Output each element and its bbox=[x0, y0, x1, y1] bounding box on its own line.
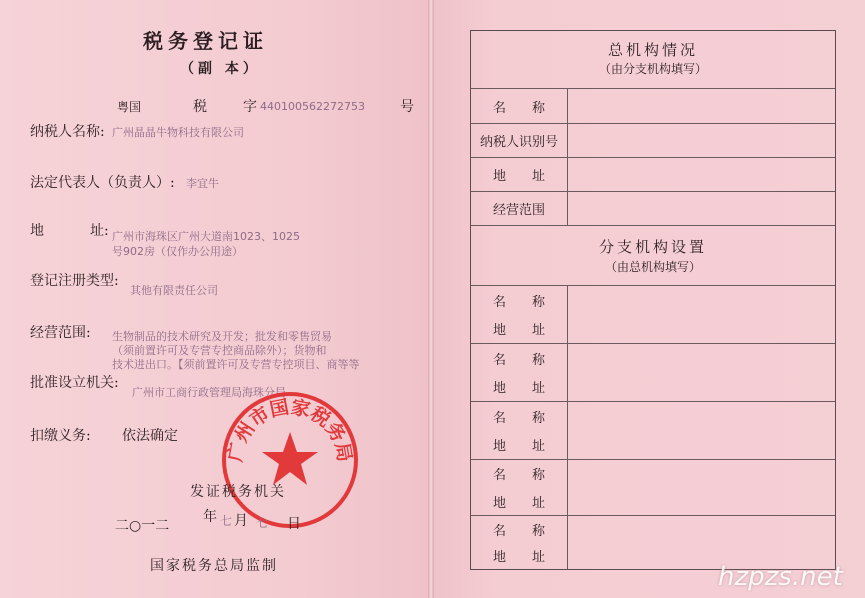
branch-title: 分支机构设置 bbox=[598, 238, 707, 256]
branch-name-label: 名 称 bbox=[492, 410, 545, 426]
hq-row-name bbox=[471, 88, 835, 123]
label-pair bbox=[493, 344, 545, 401]
branch-row-labels bbox=[471, 344, 568, 401]
address-value-1: 广州市海珠区广州大道南1023、1025 bbox=[112, 230, 300, 243]
branch-addr-label: 地 址 bbox=[492, 381, 545, 397]
page-fold bbox=[428, 0, 434, 598]
duty-label: 扣缴义务: bbox=[30, 428, 91, 444]
scope-value-2: （须前置许可及专营专控商品除外）；货物和 bbox=[112, 344, 327, 357]
branch-row bbox=[471, 343, 835, 401]
branch-row-labels bbox=[471, 286, 568, 343]
rep-value: 李宜牛 bbox=[186, 177, 219, 190]
approver-value: 广州市工商行政管理局海珠分局 bbox=[132, 386, 286, 399]
label-pair bbox=[493, 286, 545, 343]
tax-number: 440100562272753 bbox=[260, 100, 365, 113]
reg-type-label: 登记注册类型: bbox=[30, 273, 119, 289]
number-prefix: 粤国 bbox=[117, 100, 142, 114]
document-subtitle: （副 本） bbox=[180, 61, 261, 77]
hq-row-taxid bbox=[471, 123, 835, 157]
branch-addr-label: 地 址 bbox=[492, 439, 545, 455]
date-day: 七 bbox=[256, 516, 269, 530]
hq-row-scope bbox=[471, 191, 835, 225]
branch-section-header bbox=[471, 225, 835, 285]
reg-type-value: 其他有限责任公司 bbox=[130, 284, 218, 297]
branch-row bbox=[471, 285, 835, 343]
branch-addr-label: 地 址 bbox=[492, 550, 545, 566]
branch-addr-label: 地 址 bbox=[492, 323, 545, 339]
taxpayer-label: 纳税人名称: bbox=[30, 124, 105, 140]
approver-label: 批准设立机关: bbox=[30, 375, 119, 391]
number-char: 字 bbox=[243, 99, 257, 115]
date-month: 七 bbox=[220, 514, 233, 528]
number-mid: 税 bbox=[193, 99, 207, 115]
document-title: 税务登记证 bbox=[143, 29, 268, 53]
branch-row-labels bbox=[471, 516, 568, 569]
scope-label: 经营范围: bbox=[30, 325, 91, 341]
date-year-char: 年 bbox=[203, 509, 217, 525]
rep-label: 法定代表人（负责人）: bbox=[30, 175, 175, 191]
branch-row bbox=[471, 459, 835, 515]
branch-row bbox=[471, 401, 835, 459]
label-pair bbox=[493, 516, 545, 569]
branch-subtitle: （由总机构填写） bbox=[604, 260, 701, 274]
branch-name-label: 名 称 bbox=[492, 523, 545, 539]
number-suffix: 号 bbox=[400, 99, 414, 115]
scope-value-3: 技术进出口。【须前置许可及专营专控项目、商等等 bbox=[112, 358, 360, 371]
branch-addr-label: 地 址 bbox=[492, 495, 545, 511]
branch-name-label: 名 称 bbox=[492, 352, 545, 368]
address-label-2: 址: bbox=[90, 223, 109, 239]
hq-row-label: 纳税人识别号 bbox=[471, 124, 568, 157]
hq-row-address bbox=[471, 157, 835, 191]
issuer-label: 发证税务机关 bbox=[190, 484, 286, 500]
duty-value: 依法确定 bbox=[122, 428, 178, 444]
address-label-1: 地 bbox=[30, 223, 44, 239]
site-watermark: hzpzs.net bbox=[718, 562, 843, 592]
hq-row-label: 经营范围 bbox=[471, 192, 568, 225]
scope-value-1: 生物制品的技术研究及开发；批发和零售贸易 bbox=[112, 330, 332, 343]
date-year: 二○一二 bbox=[115, 518, 170, 534]
seal-text: 广州市国家税务局 bbox=[224, 396, 356, 464]
hq-title: 总机构情况 bbox=[607, 41, 698, 59]
address-value-2: 号902房（仅作办公用途） bbox=[112, 245, 243, 258]
official-seal bbox=[220, 390, 360, 530]
hq-subtitle: （由分支机构填写） bbox=[598, 62, 707, 76]
label-pair bbox=[493, 460, 545, 515]
label-pair bbox=[493, 402, 545, 459]
branch-table bbox=[470, 30, 836, 570]
hq-row-label: 地 址 bbox=[471, 158, 568, 191]
branch-name-label: 名 称 bbox=[492, 468, 545, 484]
branch-row-labels bbox=[471, 460, 568, 515]
branch-row-labels bbox=[471, 402, 568, 459]
taxpayer-value: 广州晶晶牛物科技有限公司 bbox=[112, 126, 244, 139]
hq-row-label: 名 称 bbox=[471, 89, 568, 123]
date-day-char: 日 bbox=[287, 516, 301, 532]
branch-name-label: 名 称 bbox=[492, 294, 545, 310]
date-month-char: 月 bbox=[234, 513, 248, 529]
branch-row bbox=[471, 515, 835, 569]
footer-supervisor: 国家税务总局监制 bbox=[150, 558, 278, 574]
